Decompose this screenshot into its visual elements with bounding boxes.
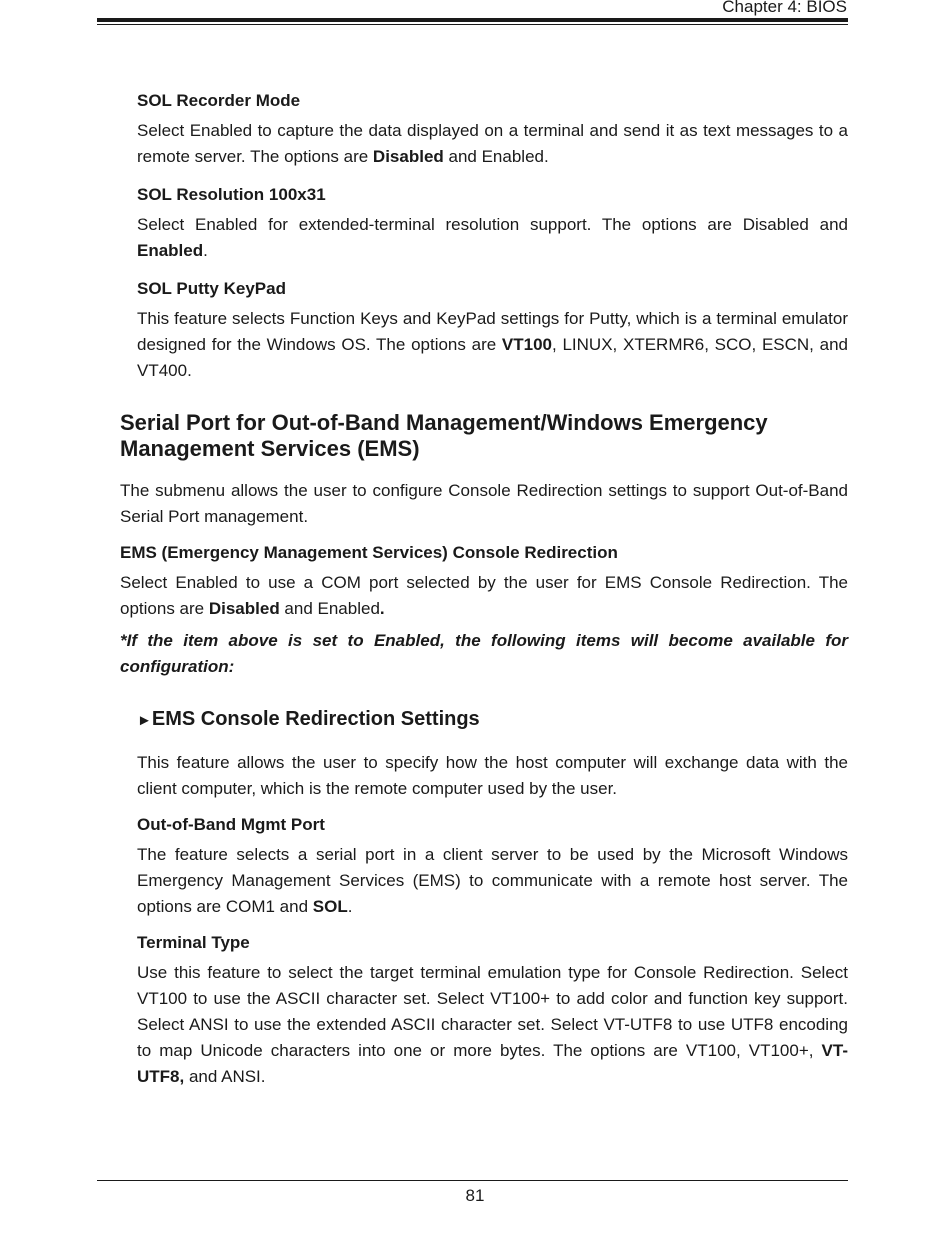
header-rule-thick bbox=[97, 18, 848, 22]
terminal-type-title: Terminal Type bbox=[137, 933, 250, 952]
serial-port-body: The submenu allows the user to configure Console Redirection settings to support Out-of-Band Serial Port management. bbox=[120, 481, 848, 526]
section-sol-putty bbox=[137, 278, 848, 384]
ems-settings-heading: ►EMS Console Redirection Settings bbox=[137, 708, 480, 730]
section-ems-settings bbox=[137, 706, 848, 1090]
ems-redirection-title: EMS (Emergency Management Services) Console Redirection bbox=[120, 543, 618, 562]
ems-settings-body: This feature allows the user to specify how the host computer will exchange data with the client computer, which is the remote computer used by the user. bbox=[137, 753, 848, 798]
sol-putty-body: This feature selects Function Keys and KeyPad settings for Putty, which is a terminal emulator designed for the Windows OS. The options are VT100, LINUX, XTERMR6, SCO, ESCN, and VT400. bbox=[137, 309, 849, 380]
triangle-right-icon: ► bbox=[137, 712, 152, 729]
section-sol-resolution bbox=[137, 184, 848, 264]
oob-port-title: Out-of-Band Mgmt Port bbox=[137, 815, 325, 834]
configuration-note: *If the item above is set to Enabled, the following items will become available for configuration: bbox=[120, 631, 848, 676]
terminal-type-body: Use this feature to select the target terminal emulation type for Console Redirection. Select VT100 to use the ASCII character set. Select VT100+ to add color and function key support. Select ANSI to use the extended ASCII character set. Select VT-UTF8 to use UTF8 encoding to map Unicode characters into one or more bytes. The options are VT100, VT100+, VT-UTF8, and ANSI. bbox=[137, 963, 848, 1086]
sol-resolution-body: Select Enabled for extended-terminal resolution support. The options are Disabled and Enabled. bbox=[137, 215, 848, 260]
serial-port-heading: Serial Port for Out-of-Band Management/Windows Emergency Management Services (EMS) bbox=[120, 410, 768, 461]
header-rule-thin bbox=[97, 24, 848, 25]
footer-rule bbox=[97, 1180, 848, 1181]
page-content bbox=[120, 90, 848, 1090]
ems-redirection-body: Select Enabled to use a COM port selected by the user for EMS Console Redirection. The options are Disabled and Enabled. bbox=[120, 573, 848, 618]
sol-recorder-body: Select Enabled to capture the data displayed on a terminal and send it as text messages to a remote server. The options are Disabled and Enabled. bbox=[137, 121, 848, 166]
sol-resolution-title: SOL Resolution 100x31 bbox=[137, 185, 326, 204]
page-number: 81 bbox=[465, 1186, 485, 1205]
section-sol-recorder bbox=[137, 90, 848, 170]
chapter-header: Chapter 4: BIOS bbox=[722, 0, 847, 16]
sol-putty-title: SOL Putty KeyPad bbox=[137, 279, 286, 298]
sol-recorder-title: SOL Recorder Mode bbox=[137, 91, 301, 110]
oob-port-body: The feature selects a serial port in a client server to be used by the Microsoft Windows Emergency Management Services (EMS) to communicate with a remote host server. The options are COM1 and SOL. bbox=[137, 845, 848, 916]
